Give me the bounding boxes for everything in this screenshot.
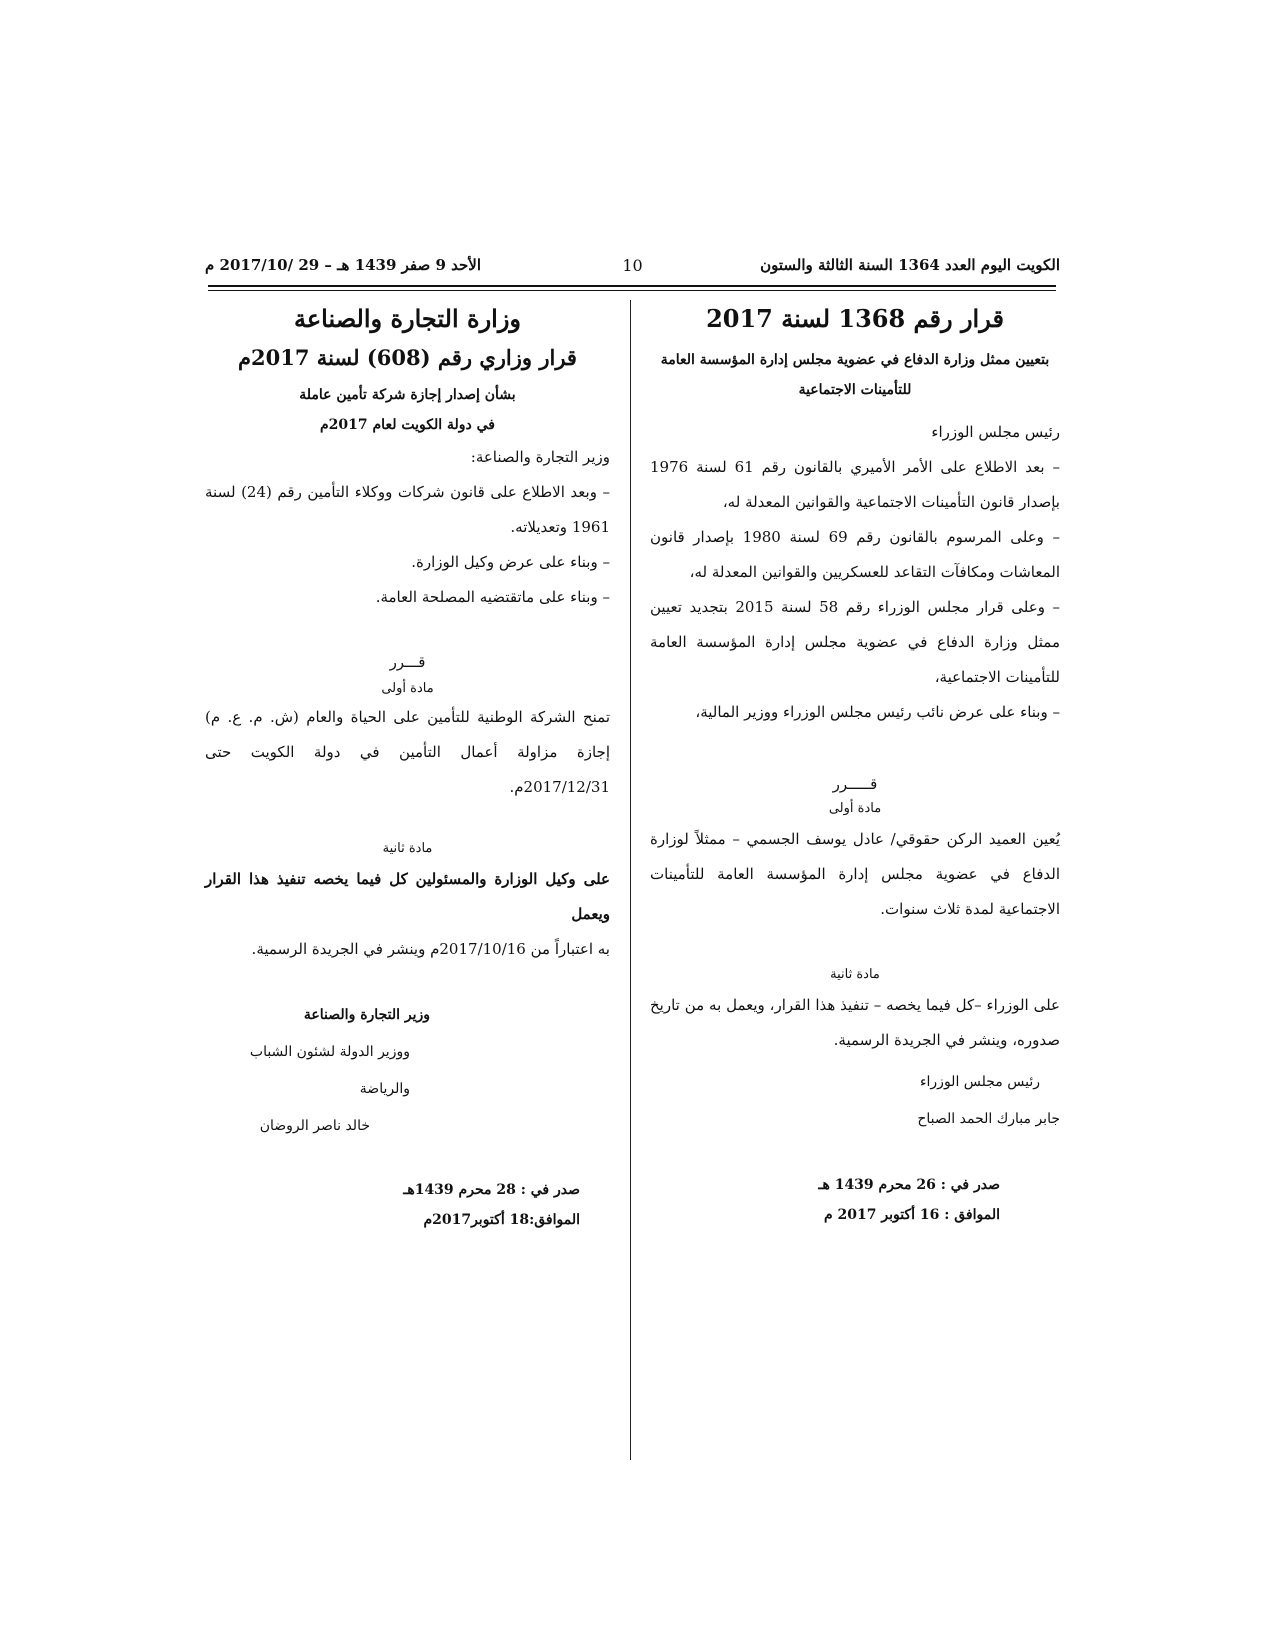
corresponding-date: الموافق:18 أكتوبر2017م [423,1212,580,1228]
signer-name: جابر مبارك الحمد الصباح [917,1111,1060,1127]
signer-name: خالد ناصر الروضان [259,1118,370,1134]
decree-title: قرار رقم 1368 لسنة 2017 [706,304,1004,333]
header-date: الأحد 9 صفر 1439 هـ – 29 /2017/10 م [205,256,482,274]
decree-subtitle: بتعيين ممثل وزارة الدفاع في عضوية مجلس إدارة المؤسسة العامة [660,352,1050,368]
issued-date: صدر في : 26 محرم 1439 هـ [818,1177,1000,1193]
decree-title: قرار وزاري رقم (608) لسنة 2017م [238,345,577,370]
page-header [205,256,1060,286]
preamble-2: – وعلى المرسوم بالقانون رقم 69 لسنة 1980 بإصدار قانون المعاشات ومكافآت التقاعد للعسكريين والقوانين المعدلة له، [650,528,1061,581]
decree-subtitle: بشأن إصدار إجازة شركة تأمين عاملة [299,387,516,403]
preamble-1: – بعد الاطلاع على الأمر الأميري بالقانون رقم 61 لسنة 1976 بإصدار قانون التأمينات الاجتماعية والقوانين المعدلة له، [650,458,1060,511]
issued-date: صدر في : 28 محرم 1439هـ [403,1182,580,1198]
article-2-text: على الوزراء –كل فيما يخصه – تنفيذ هذا القرار، ويعمل به من تاريخ صدوره، وينشر في الجريدة الرسمية. [650,996,1060,1049]
article-1-title: مادة أولى [381,681,434,696]
preamble-3: – وعلى قرار مجلس الوزراء رقم 58 لسنة 2015 بتجديد تعيين ممثل وزارة الدفاع في عضوية مجلس إدارة المؤسسة العامة للتأمينات الاجتماعية، [650,598,1060,686]
issuer: رئيس مجلس الوزراء [931,423,1060,441]
decided-heading: قـــــرر [832,775,878,793]
decided-heading: قـــرر [389,653,426,671]
article-2-text-cont: به اعتباراً من 2017/10/16م وينشر في الجريدة الرسمية. [251,940,610,958]
signer-title: رئيس مجلس الوزراء [919,1074,1040,1090]
preamble-3: – وبناء على ماتقتضيه المصلحة العامة. [375,588,610,606]
column-divider [630,300,631,1460]
corresponding-date: الموافق : 16 أكتوبر 2017 م [823,1207,1000,1223]
article-1-text: يُعين العميد الركن حقوقي/ عادل يوسف الجسمي – ممثلاً لوزارة الدفاع في عضوية مجلس إدارة المؤسسة العامة للتأمينات الاجتماعية لمدة ثلاث سنوات. [650,830,1060,918]
preamble-2: – وبناء على عرض وكيل الوزارة. [411,553,610,571]
article-1-title: مادة أولى [828,801,882,816]
header-rule-thin [208,290,1056,291]
ministerial-decree-608 [205,300,610,1235]
decree-subtitle-2: في دولة الكويت لعام 2017م [320,417,495,433]
ministry-name: وزارة التجارة والصناعة [293,304,522,333]
article-2-title: مادة ثانية [382,841,433,856]
preamble-4: – وبناء على عرض نائب رئيس مجلس الوزراء ووزير المالية، [695,703,1060,721]
decree-1368 [650,300,1060,1230]
preamble-1: – وبعد الاطلاع على قانون شركات ووكلاء التأمين رقم (24) لسنة 1961 وتعديلاته. [205,483,610,536]
decree-subtitle-2: للتأمينات الاجتماعية [798,382,912,398]
page-number: 10 [622,256,643,275]
header-rule [208,285,1056,287]
article-2-text: على وكيل الوزارة والمسئولين كل فيما يخصه تنفيذ هذا القرار ويعمل [205,870,610,923]
header-issue: الكويت اليوم العدد 1364 السنة الثالثة والستون [760,256,1060,274]
article-1-text: تمنح الشركة الوطنية للتأمين على الحياة والعام (ش. م. ع. م) إجازة مزاولة أعمال التأمين في دولة الكويت حتى 2017/12/31م. [205,708,610,796]
issuer: وزير التجارة والصناعة: [470,448,610,466]
article-2-title: مادة ثانية [830,967,880,982]
signer-title-2: ووزير الدولة لشئون الشباب والرياضة [249,1044,410,1097]
signer-title: وزير التجارة والصناعة [303,1007,430,1023]
